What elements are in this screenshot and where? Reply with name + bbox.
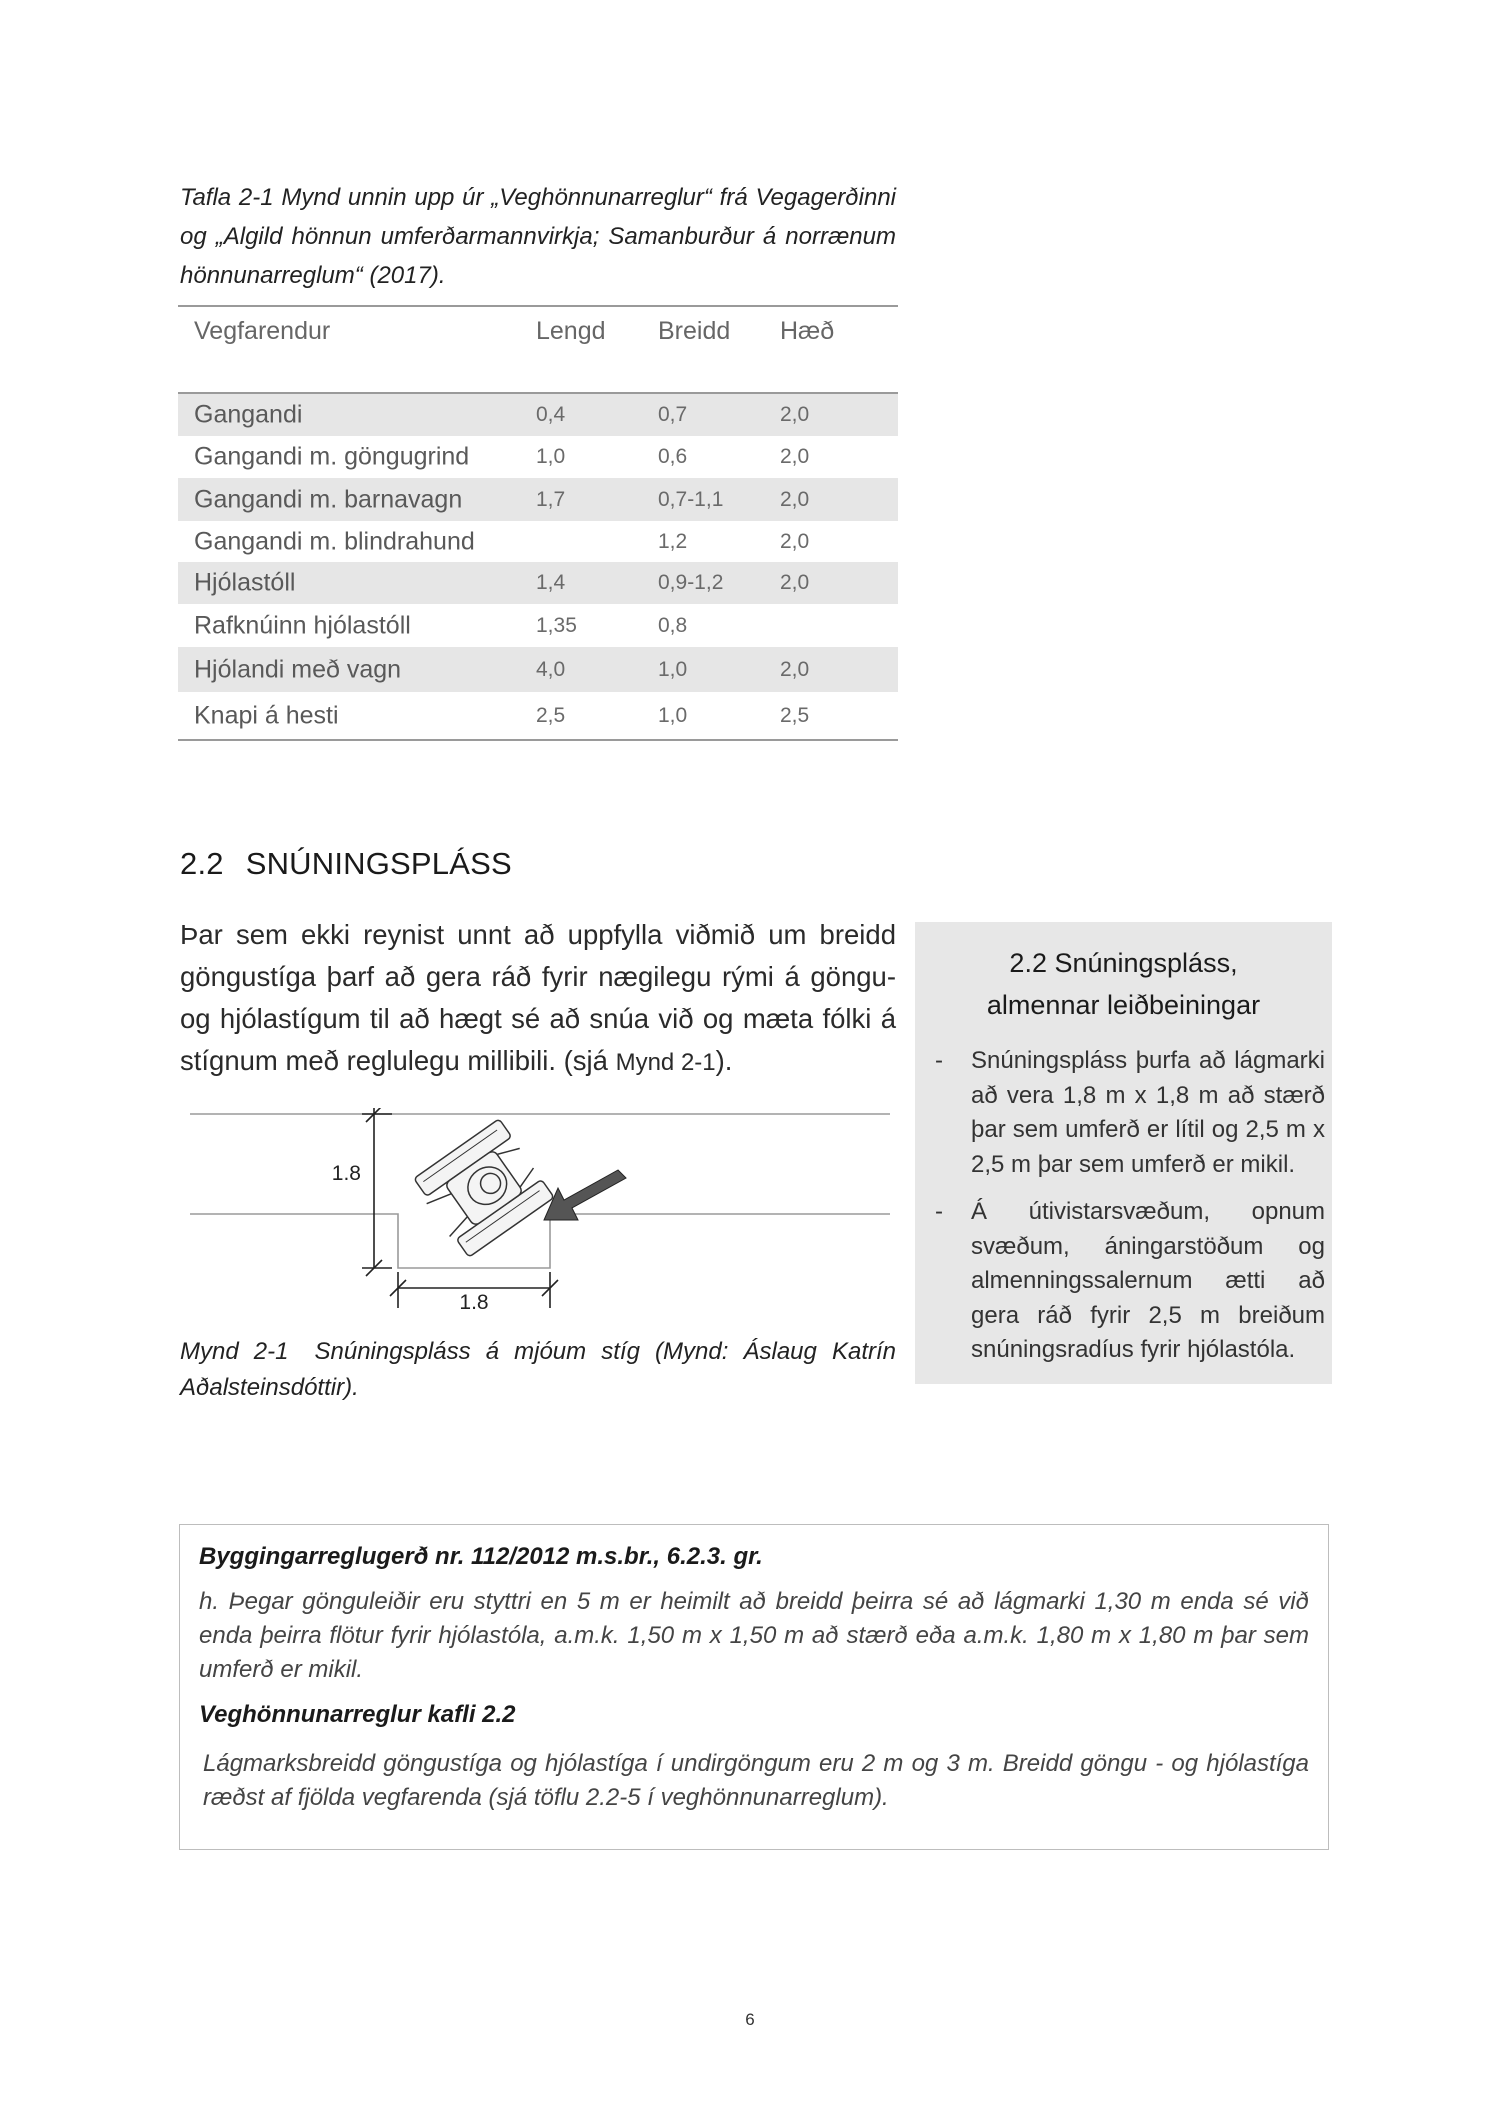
body-text: Þar sem ekki reynist unnt að uppfylla viðmið um breidd göngustíga þarf að gera ráð fyrir nægilegu rými á göngu- og hjólastígum til að hægt sé að snúa við og mæta fólki á stígnum með reglulegu millibili. (sjá bbox=[180, 919, 896, 1076]
cell-name: Gangandi m. blindrahund bbox=[194, 527, 475, 555]
figure-caption bbox=[180, 1334, 896, 1406]
page-number: 6 bbox=[745, 2010, 755, 2029]
table-row bbox=[178, 562, 898, 604]
header-breidd: Breidd bbox=[658, 317, 731, 345]
regulations-box bbox=[179, 1524, 1329, 1850]
regulation-heading-1: Byggingarreglugerð nr. 112/2012 m.s.br., 6.2.3. gr. bbox=[199, 1543, 763, 1570]
cell-width: 0,7 bbox=[658, 403, 688, 426]
figure-caption-text: Snúningspláss á mjóum stíg (Mynd: Áslaug Katrín Aðalsteinsdóttir). bbox=[180, 1338, 897, 1401]
cell-width: 0,8 bbox=[658, 613, 688, 637]
bullet-text: Á útivistarsvæðum, opnum svæðum, áningarstöðum og almenningssalernum ætti að gera ráð fyrir 2,5 m breiðum snúningsradíus fyrir hjólastóla. bbox=[971, 1198, 1325, 1363]
guidelines-title-line1: 2.2 Snúningspláss, bbox=[1009, 948, 1238, 978]
cell-height: 2,0 bbox=[780, 529, 810, 553]
header-vegfarendur: Vegfarendur bbox=[194, 317, 331, 345]
cell-width: 0,7-1,1 bbox=[658, 487, 724, 511]
cell-height: 2,0 bbox=[780, 657, 810, 681]
cell-width: 1,0 bbox=[658, 657, 688, 681]
section-number: 2.2 bbox=[180, 846, 224, 881]
guidelines-box bbox=[915, 922, 1332, 1384]
table-row bbox=[178, 647, 898, 692]
guidelines-list bbox=[931, 1044, 1325, 1381]
table-caption: Tafla 2-1 Mynd unnin upp úr „Veghönnunarreglur“ frá Vegagerðinni og „Algild hönnun umferðarmannvirkja; Samanburður á norrænum hönnunarreglum“ (2017). bbox=[180, 184, 896, 289]
table-row bbox=[178, 394, 898, 436]
cell-name: Hjólastóll bbox=[194, 568, 296, 597]
cell-length: 1,7 bbox=[536, 487, 566, 511]
cell-length: 1,0 bbox=[536, 445, 566, 468]
regulation-heading-2: Veghönnunarreglur kafli 2.2 bbox=[199, 1701, 516, 1728]
cell-width: 0,6 bbox=[658, 445, 688, 468]
list-item bbox=[931, 1195, 1325, 1368]
figure-reference-link[interactable]: Mynd 2-1 bbox=[615, 1049, 716, 1076]
regulation-text-1: h. Þegar gönguleiðir eru styttri en 5 m er heimilt að breidd þeirra sé að lágmarki 1,30 m enda sé við enda þeirra flötur fyrir hjólastóla, a.m.k. 1,50 m x 1,50 m að stærð eða a.m.k. 1,80 m x 1,80 m þar sem umferð er mikil. bbox=[199, 1588, 1309, 1683]
table-bottom-rule bbox=[178, 739, 898, 741]
arrow-icon bbox=[544, 1170, 626, 1220]
list-item bbox=[931, 1044, 1325, 1182]
horizontal-dimension-label: 1.8 bbox=[459, 1291, 489, 1314]
cell-height: 2,0 bbox=[780, 445, 810, 468]
cell-length: 2,5 bbox=[536, 703, 566, 727]
regulations-content bbox=[199, 1543, 1309, 1815]
bullet-marker: - bbox=[935, 1047, 943, 1074]
table-row bbox=[178, 692, 898, 739]
cell-name: Knapi á hesti bbox=[194, 701, 339, 729]
header-haed: Hæð bbox=[780, 317, 835, 345]
table-header-row bbox=[178, 305, 898, 394]
turning-space-diagram bbox=[186, 1108, 896, 1318]
cell-name: Gangandi bbox=[194, 400, 303, 429]
header-lengd: Lengd bbox=[536, 317, 606, 345]
vertical-dimension-label: 1.8 bbox=[331, 1162, 361, 1185]
cell-height: 2,0 bbox=[780, 571, 810, 594]
cell-name: Rafknúinn hjólastóll bbox=[194, 611, 411, 639]
cell-height: 2,0 bbox=[780, 487, 810, 511]
body-text-end: ). bbox=[715, 1045, 733, 1076]
guidelines-title-line2: almennar leiðbeiningar bbox=[986, 990, 1261, 1020]
section-heading bbox=[180, 846, 512, 882]
table-row bbox=[178, 521, 898, 562]
cell-length: 1,35 bbox=[536, 613, 577, 637]
cell-width: 0,9-1,2 bbox=[658, 571, 724, 594]
section-title: SNÚNINGSPLÁSS bbox=[245, 846, 512, 881]
cell-width: 1,2 bbox=[658, 529, 688, 553]
dimensions-table bbox=[178, 305, 898, 741]
table-row bbox=[178, 436, 898, 478]
cell-width: 1,0 bbox=[658, 703, 688, 727]
regulation-text-2: Lágmarksbreidd göngustíga og hjólastíga í undirgöngum eru 2 m og 3 m. Breidd göngu - og hjólastíga ræðst af fjölda vegfarenda (sjá töflu 2.2-5 í veghönnunarreglum). bbox=[203, 1750, 1309, 1811]
cell-name: Hjólandi með vagn bbox=[194, 655, 402, 683]
cell-length: 4,0 bbox=[536, 657, 566, 681]
cell-name: Gangandi m. göngugrind bbox=[194, 442, 470, 471]
cell-height: 2,0 bbox=[780, 403, 810, 426]
wheelchair-user-icon bbox=[411, 1119, 555, 1260]
table-row bbox=[178, 604, 898, 647]
guidelines-box-title bbox=[915, 942, 1332, 1026]
section-body bbox=[180, 914, 896, 1084]
cell-length: 1,4 bbox=[536, 571, 566, 594]
bullet-text: Snúningspláss þurfa að lágmarki að vera 1,8 m x 1,8 m að stærð þar sem umferð er lítil og 2,5 m x 2,5 m þar sem umferð er mikil. bbox=[971, 1047, 1325, 1178]
figure-caption-label: Mynd 2-1 bbox=[180, 1338, 289, 1365]
bullet-marker: - bbox=[935, 1198, 943, 1225]
cell-height: 2,5 bbox=[780, 703, 810, 727]
turning-space-figure bbox=[186, 1108, 896, 1318]
cell-length: 0,4 bbox=[536, 403, 566, 426]
cell-name: Gangandi m. barnavagn bbox=[194, 485, 463, 513]
table-row bbox=[178, 478, 898, 521]
